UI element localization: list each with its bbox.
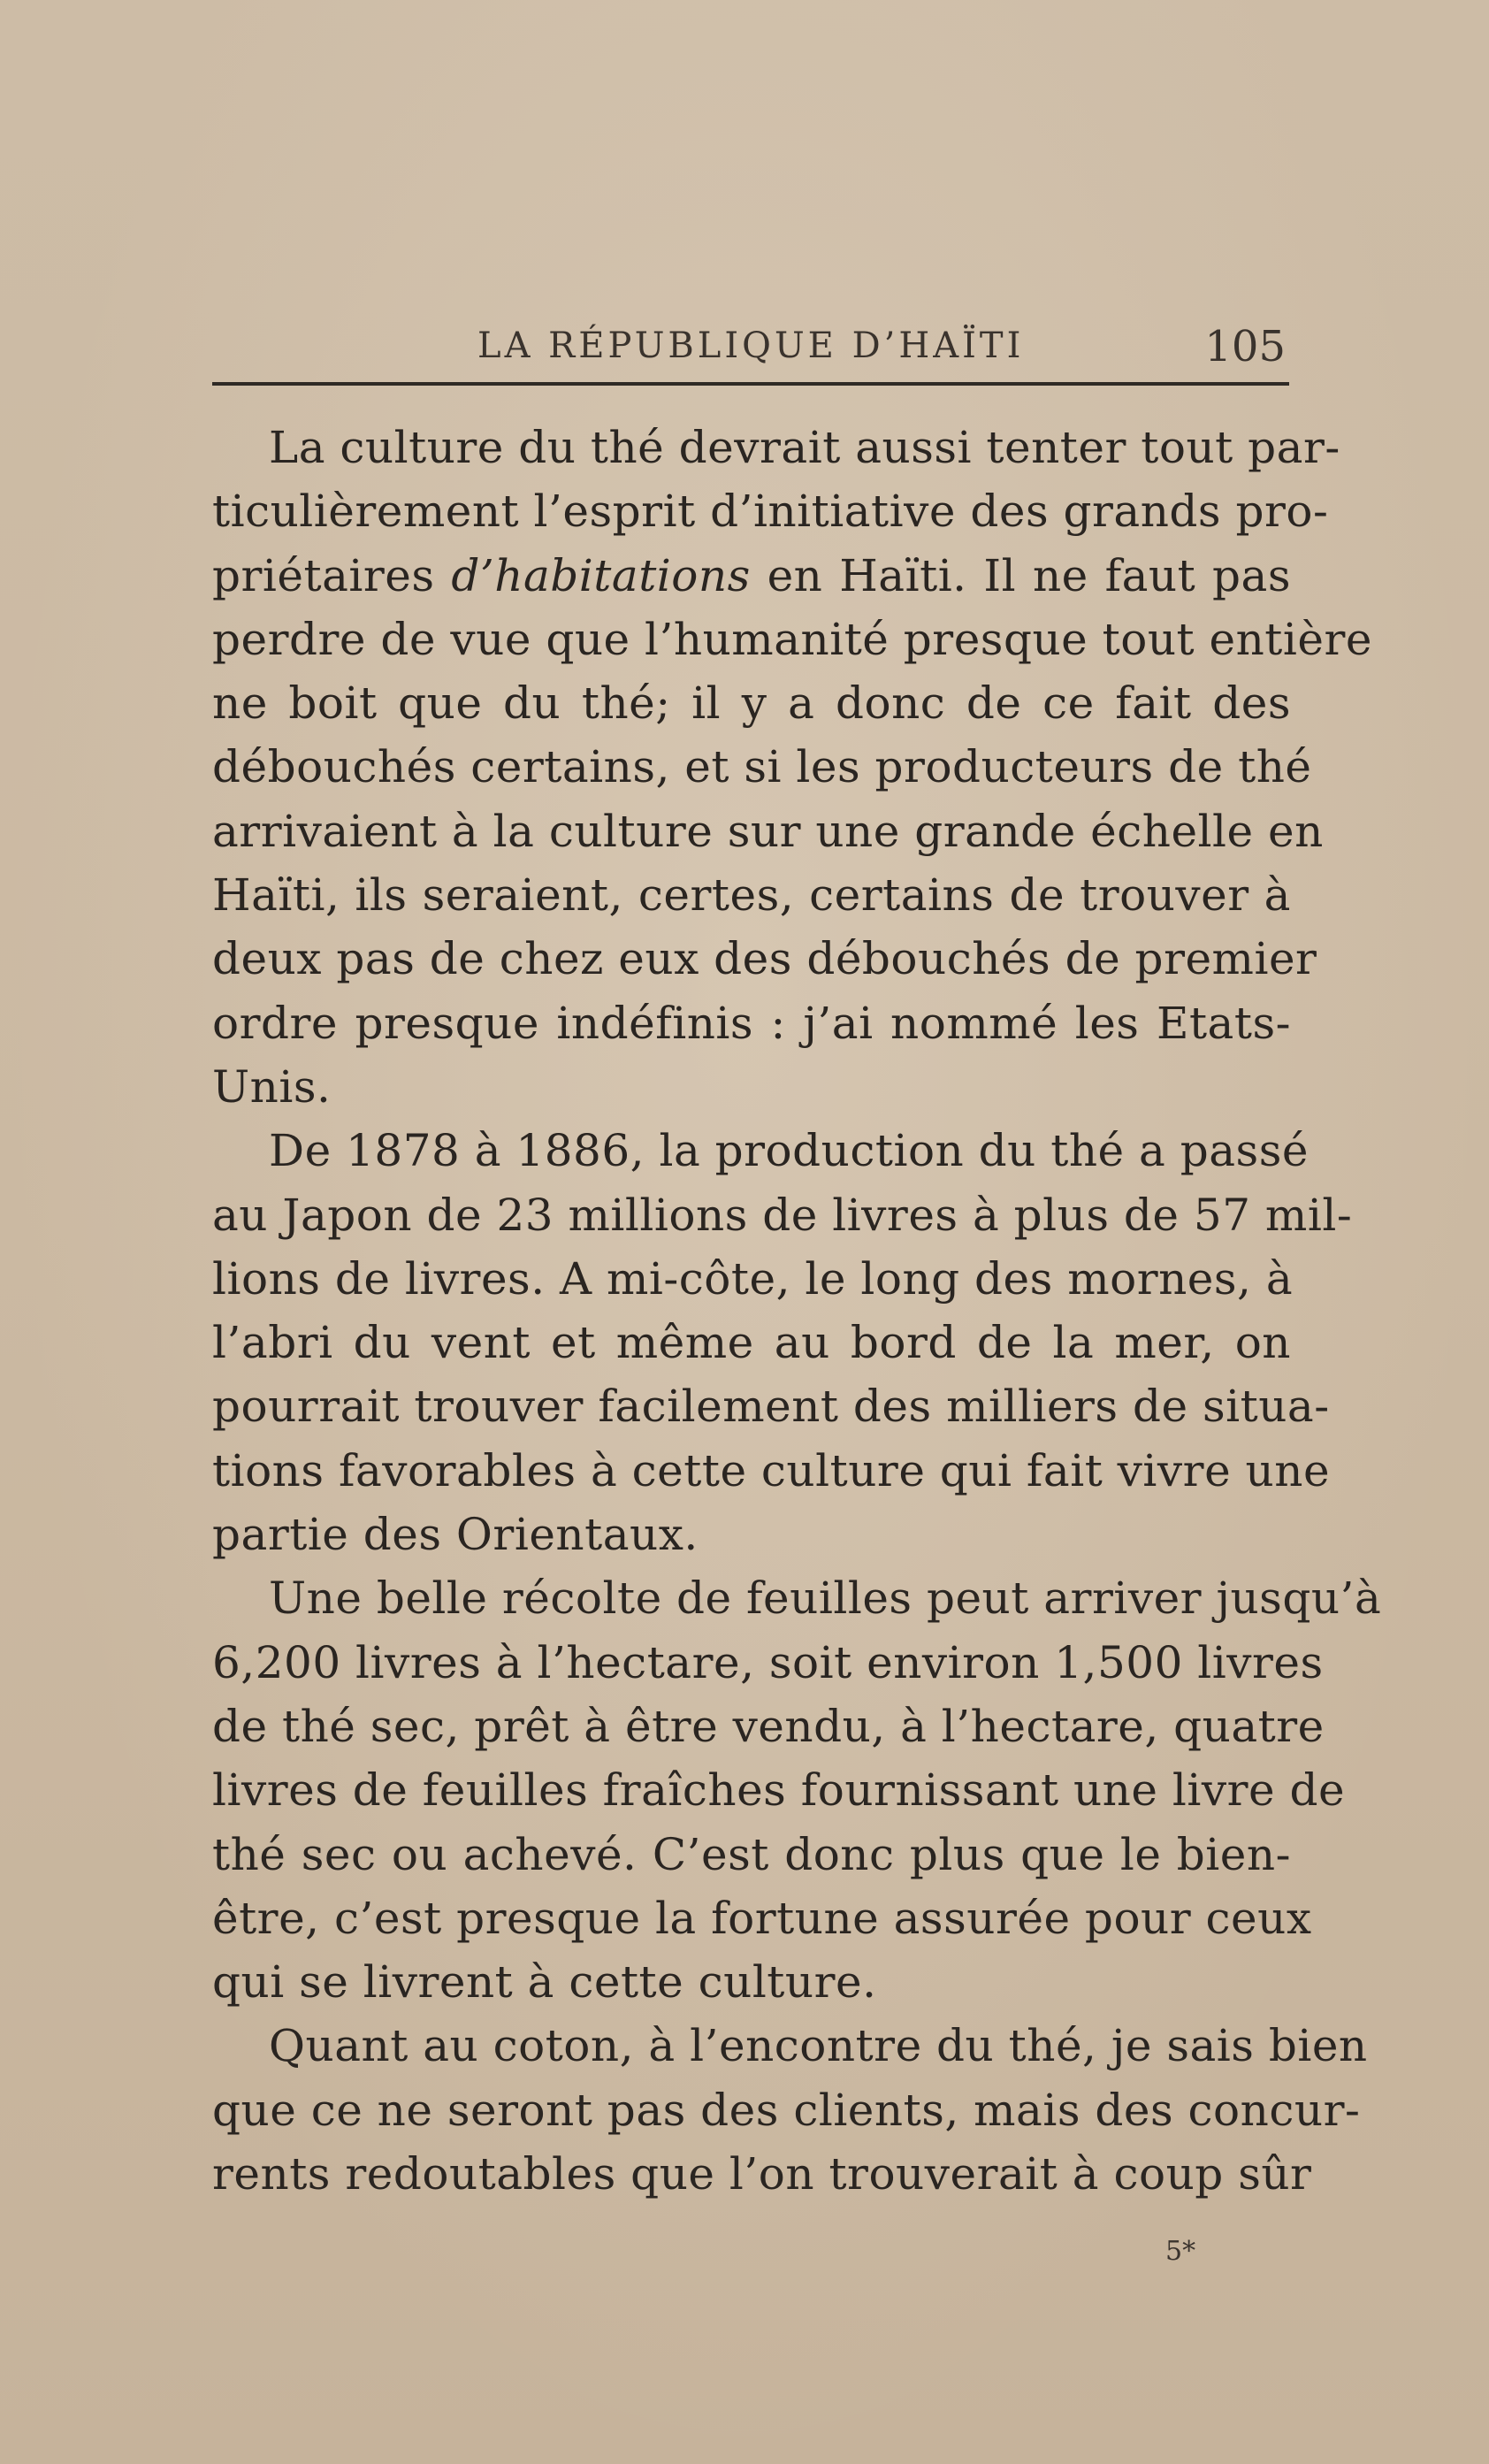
text-line: livres de feuilles fraîches fournissant une livre de (212, 1764, 1346, 1817)
text-line: Unis. (212, 1060, 332, 1113)
text-line: débouchés certains, et si les producteurs de thé (212, 741, 1312, 793)
body-text (212, 416, 1382, 2206)
text-line: ordre presque indéfinis : j’ai nommé les Etats- (212, 997, 1291, 1049)
text-line: Une belle récolte de feuilles peut arriver jusqu’à (269, 1573, 1382, 1625)
running-title: LA RÉPUBLIQUE D’HAÏTI (477, 325, 1025, 366)
text-line: 6,200 livres à l’hectare, soit environ 1,500 livres (212, 1636, 1324, 1688)
text-line: rents redoutables que l’on trouverait à coup sûr (212, 2148, 1312, 2200)
text-span: en Haïti. Il ne faut pas (767, 549, 1291, 601)
running-head (212, 322, 1289, 379)
signature-mark: 5* (1165, 2236, 1196, 2267)
text-line: Haïti, ils seraient, certes, certains de trouver à (212, 869, 1291, 922)
italic-term: d’habitations (451, 549, 751, 601)
text-line: l’abri du vent et même au bord de la mer, on (212, 1317, 1291, 1369)
text-line: La culture du thé devrait aussi tenter tout par- (269, 422, 1340, 473)
text-line: partie des Orientaux. (212, 1509, 699, 1561)
text-span: priétaires (212, 549, 435, 601)
text-line: De 1878 à 1886, la production du thé a passé (269, 1125, 1309, 1177)
text-line: Quant au coton, à l’encontre du thé, je sais bien (269, 2020, 1368, 2072)
text-line (212, 544, 1291, 608)
text-line: que ce ne seront pas des clients, mais des concur- (212, 2084, 1361, 2136)
text-line: qui se livrent à cette culture. (212, 1956, 877, 2009)
text-line: perdre de vue que l’humanité presque tout entière (212, 613, 1372, 665)
text-line: tions favorables à cette culture qui fait vivre une (212, 1444, 1331, 1496)
text-line: lions de livres. A mi-côte, le long des mornes, à (212, 1252, 1294, 1305)
header-rule (212, 382, 1289, 386)
text-line: deux pas de chez eux des débouchés de premier (212, 933, 1317, 985)
text-line: pourrait trouver facilement des milliers de situa- (212, 1381, 1330, 1433)
text-line: au Japon de 23 millions de livres à plus de 57 mil- (212, 1189, 1353, 1241)
text-line: ne boit que du thé; il y a donc de ce fait des (212, 677, 1291, 730)
text-line: être, c’est presque la fortune assurée pour ceux (212, 1892, 1312, 1944)
text-line: ticulièrement l’esprit d’initiative des grands pro- (212, 486, 1329, 538)
text-line: de thé sec, prêt à être vendu, à l’hectare, quatre (212, 1700, 1325, 1752)
page-number: 105 (1204, 322, 1286, 371)
text-line: arrivaient à la culture sur une grande échelle en (212, 805, 1324, 857)
text-line: thé sec ou achevé. C’est donc plus que le bien- (212, 1828, 1291, 1880)
